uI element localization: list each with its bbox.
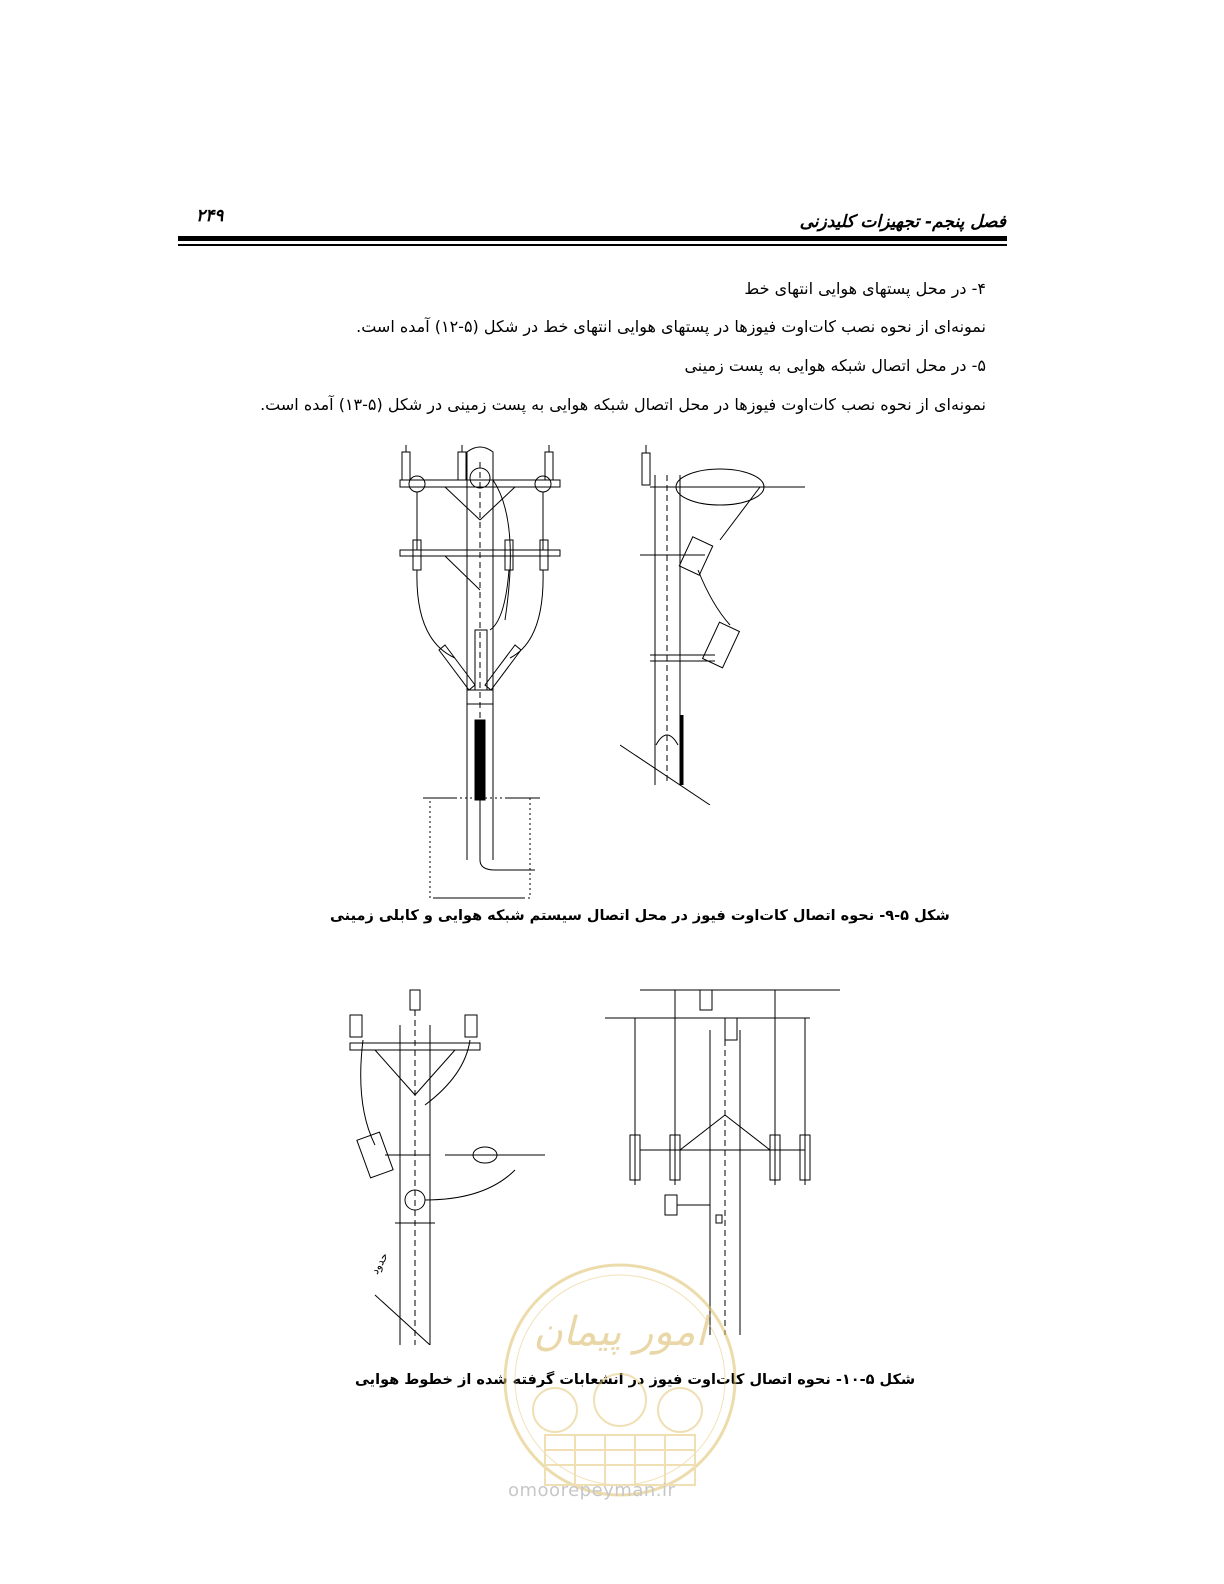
figure-5-10-caption: شکل ۵-۱۰- نحوه اتصال کات‌اوت فیوز در انشعابات گرفته شده از خطوط هوایی xyxy=(355,1372,916,1388)
figure-5-9-caption: شکل ۵-۹- نحوه اتصال کات‌اوت فیوز در محل اتصال سیستم شبکه هوایی و کابلی زمینی xyxy=(330,908,950,924)
page-number: ۲۴۹ xyxy=(196,206,224,226)
item-5-heading: ۵- در محل اتصال شبکه هوایی به پست زمینی xyxy=(684,356,986,375)
header-rule-thick xyxy=(178,236,1007,241)
watermark-logo xyxy=(500,1260,740,1500)
drawing-note: حدود xyxy=(368,1250,391,1277)
item-4-text: نمونه‌ای از نحوه نصب کات‌اوت فیوزها در پستهای هوایی انتهای خط در شکل (۵-۱۲) آمده است. xyxy=(356,317,986,336)
header-rule-thin xyxy=(178,244,1007,246)
item-5-text: نمونه‌ای از نحوه نصب کات‌اوت فیوزها در محل اتصال شبکه هوایی به پست زمینی در شکل (۵-۱۳) آمده است. xyxy=(260,395,986,414)
watermark-site: omoorepeyman.ir xyxy=(508,1480,676,1501)
chapter-title: فصل پنجم- تجهیزات کلیدزنی xyxy=(799,212,1006,232)
item-4-heading: ۴- در محل پستهای هوایی انتهای خط xyxy=(744,279,986,298)
watermark-logo-text: امور پیمان xyxy=(533,1309,707,1355)
figure-5-9-front-drawing xyxy=(395,440,570,900)
figure-5-9-side-drawing xyxy=(620,445,820,805)
